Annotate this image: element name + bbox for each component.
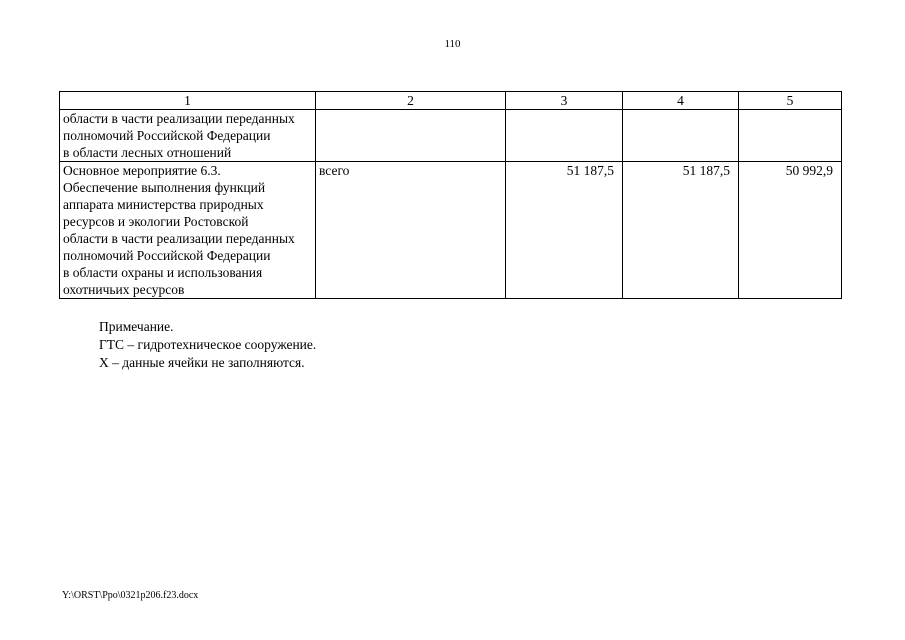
page-number: 110 [444,38,461,50]
activity-name-line: аппарата министерства природных [63,197,264,212]
note-line-gts: ГТС – гидротехническое сооружение. [99,337,317,352]
activity-name-cell [60,162,316,299]
value-cell-col3: 51 187,5 [506,162,623,299]
activity-name-line: полномочий Российской Федерации [63,248,271,263]
note-block [99,318,316,372]
activity-name-line: области в части реализации переданных [63,111,295,126]
column-header-1: 1 [60,92,316,110]
activity-name-line: в области охраны и использования [63,265,263,280]
activity-name-line: области в части реализации переданных [63,231,295,246]
column-header-3: 3 [506,92,623,110]
column-header-5: 5 [739,92,842,110]
activity-name-line: полномочий Российской Федерации [63,128,271,143]
footer-file-path: Y:\ORST\Ppo\0321p206.f23.docx [62,590,199,601]
value-cell-col4 [623,110,739,162]
funding-source-cell [316,110,506,162]
value-cell-col4: 51 187,5 [623,162,739,299]
table-header-row [60,92,842,110]
table-row [60,110,842,162]
column-header-2: 2 [316,92,506,110]
activity-name-line: Обеспечение выполнения функций [63,180,266,195]
funding-source-cell: всего [316,162,506,299]
activity-name-line: в области лесных отношений [63,145,232,160]
note-heading: Примечание. [99,319,174,334]
activity-name-line: охотничьих ресурсов [63,282,185,297]
column-header-4: 4 [623,92,739,110]
budget-table [59,91,842,299]
activity-name-line: ресурсов и экологии Ростовской [63,214,249,229]
table-row [60,162,842,299]
value-cell-col5: 50 992,9 [739,162,842,299]
note-line-x: Х – данные ячейки не заполняются. [99,355,305,370]
activity-name-cell [60,110,316,162]
activity-name-line: Основное мероприятие 6.3. [63,163,221,178]
value-cell-col3 [506,110,623,162]
value-cell-col5 [739,110,842,162]
